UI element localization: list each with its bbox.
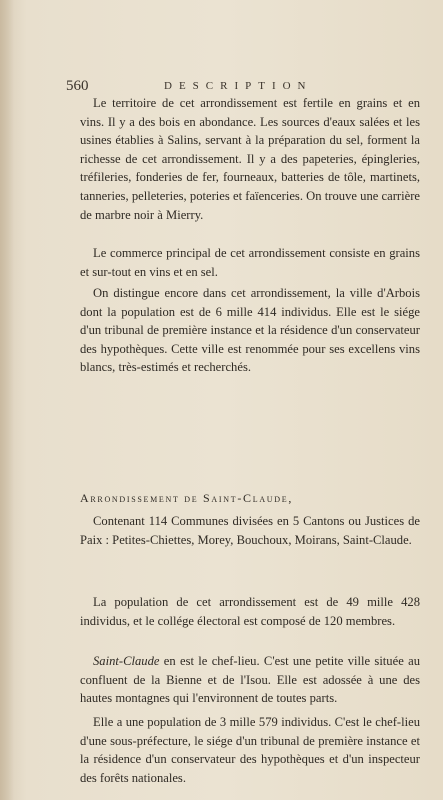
paragraph-territory: Le territoire de cet arrondissement est fertile en grains et en vins. Il y a des bois en abondance. Les sources d'eaux salées et les usines établies à Salins, servant à la préparation du sel, forment la richesse de cet arrondissement. Il y a des papeteries, épingleries, tréfileries, fonderies de fer, fourneaux, batteries de tôle, martinets, tanneries, pelleteries, poteries et faïenceries. On trouve une carrière de marbre noir à Mierry. xyxy=(80,96,420,222)
page-spine-shadow xyxy=(0,0,14,800)
section-heading: Arrondissement de Saint-Claude, xyxy=(80,491,294,505)
paragraph-population: La population de cet arrondissement est de 49 mille 428 individus, et le collége électoral est composé de 120 membres. xyxy=(80,595,420,628)
town-name: Saint-Claude xyxy=(93,654,160,668)
running-head: DESCRIPTION xyxy=(164,80,313,92)
paragraph-saint-claude xyxy=(80,652,420,708)
paragraph-sous-prefecture: Elle a une population de 3 mille 579 individus. C'est le chef-lieu d'une sous-préfecture, le siége d'un tribunal de première instance et la résidence d'un conservateur des hypothèques et d'un inspecteur des forêts nationales. xyxy=(80,715,420,785)
paragraph-commerce: Le commerce principal de cet arrondissement consiste en grains et sur-tout en vins et en sel. xyxy=(80,246,420,279)
page-number: 560 xyxy=(66,78,89,94)
paragraph-arbois: On distingue encore dans cet arrondissement, la ville d'Arbois dont la population est de 6 mille 414 individus. Elle est le siége d'un tribunal de première instance et la résidence d'un conservateur des hypothèques. Cette ville est renommée pour ses excellens vins blancs, très-estimés et recherchés. xyxy=(80,286,420,375)
section-subtitle: Contenant 114 Communes divisées en 5 Cantons ou Justices de Paix : Petites-Chiettes, Morey, Bouchoux, Moirans, Saint-Claude. xyxy=(80,514,420,547)
paragraph-saint-claude-text: en est le chef-lieu. C'est une petite ville située au confluent de la Bienne et de l'Isou. Elle est adossée à une des hautes montagnes qui l'environnent de toutes parts. xyxy=(80,654,420,706)
